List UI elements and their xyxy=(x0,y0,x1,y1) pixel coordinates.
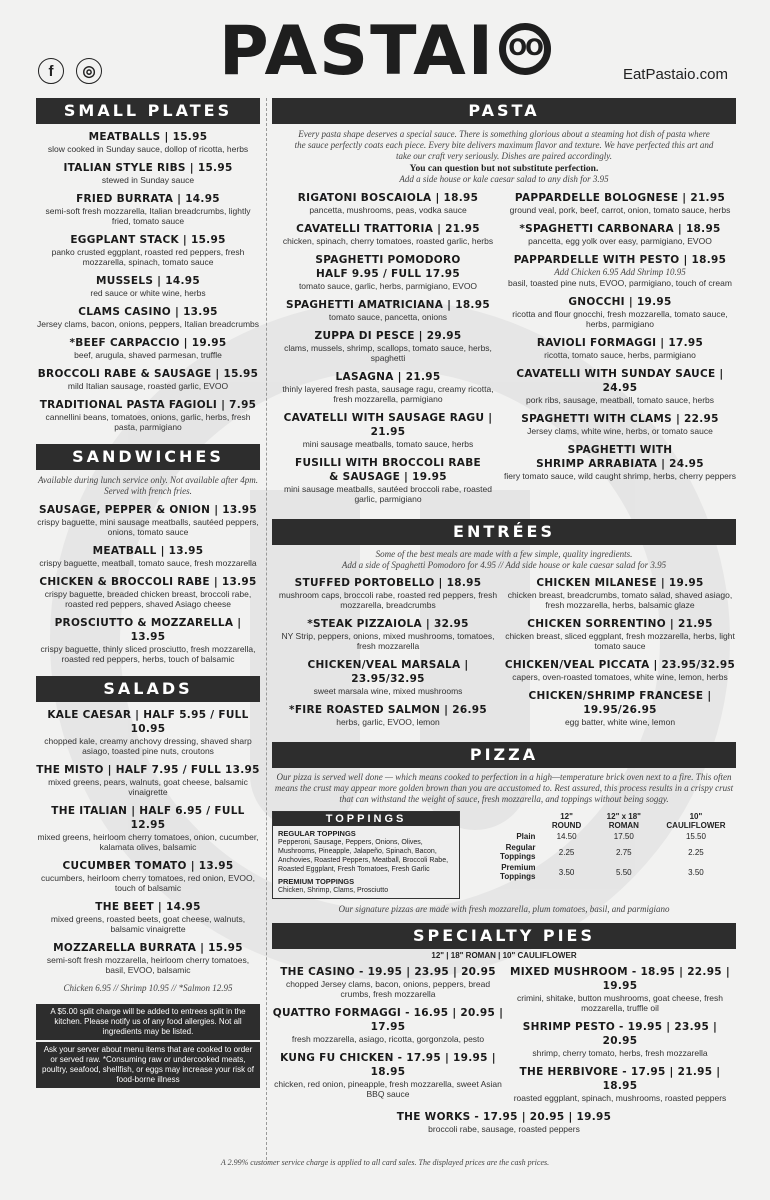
item-name: KALE CAESAR | HALF 5.95 / FULL 10.95 xyxy=(47,709,249,735)
regular-toppings-list: Pepperoni, Sausage, Peppers, Onions, Olives, Mushrooms, Pineapple, Jalapeño, Spinach, Bacon, Anchovies, Roasted Peppers, Meatball, Broccoli Rabe, Roasted Eggplant, Fresh Tomatoes, Fresh Garlic xyxy=(278,839,449,873)
menu-item xyxy=(36,161,260,185)
item-name-line2: HALF 9.95 / FULL 17.95 xyxy=(315,268,461,280)
menu-item xyxy=(272,1051,504,1099)
item-description: shrimp, cherry tomato, herbs, fresh mozzarella xyxy=(532,1048,708,1058)
item-name: CHICKEN/VEAL PICCATA | 23.95/32.95 xyxy=(504,659,736,671)
item-description: pancetta, egg yolk over easy, parmigiano, EVOO xyxy=(528,236,712,246)
menu-item xyxy=(272,703,504,727)
raw-food-notice: Ask your server about menu items that are cooked to order or served raw. *Consuming raw or undercooked meats, poultry, seafood, shellfish, or eggs may increase your risk of food-borne illness xyxy=(36,1042,260,1088)
item-description: mild Italian sausage, roasted garlic, EVOO xyxy=(67,381,229,391)
menu-item xyxy=(272,965,504,999)
item-description: fiery tomato sauce, wild caught shrimp, herbs, cherry peppers xyxy=(504,471,736,481)
item-description: beef, arugula, shaved parmesan, truffle xyxy=(74,350,222,360)
pizza-price-cell: 15.50 xyxy=(685,832,706,841)
menu-item xyxy=(504,295,736,329)
item-description: ricotta, tomato sauce, herbs, parmigiano xyxy=(544,350,696,360)
item-name: *SPAGHETTI CARBONARA | 18.95 xyxy=(519,223,721,235)
item-name: SPAGHETTI WITH xyxy=(567,444,673,456)
instagram-icon[interactable]: ◎ xyxy=(76,58,102,84)
item-name: CUCUMBER TOMATO | 13.95 xyxy=(62,860,234,872)
item-description: chicken breast, breadcrumbs, tomato salad, shaved asiago, fresh mozzarella, herbs, balsamic glaze xyxy=(507,590,733,610)
pizza-header: PIZZA xyxy=(272,742,736,768)
item-description: panko crusted eggplant, roasted red peppers, fresh mozzarella, spinach, tomato sauce xyxy=(51,247,245,267)
logo-circle: OO xyxy=(499,23,551,75)
item-name-line2: & SAUSAGE | 19.95 xyxy=(329,471,447,483)
pizza-row-label: Regular Toppings xyxy=(500,843,536,861)
pizza-price-cell: 2.25 xyxy=(558,847,575,857)
menu-item xyxy=(504,658,736,682)
item-name: PAPPARDELLE WITH PESTO | 18.95 xyxy=(513,254,727,266)
column-divider xyxy=(266,98,267,1160)
item-name: THE BEET | 14.95 xyxy=(95,901,201,913)
menu-item xyxy=(36,398,260,432)
item-description: semi-soft fresh mozzarella, heirloom cherry tomatoes, basil, EVOO, balsamic xyxy=(46,955,250,975)
item-description: mixed greens, heirloom cherry tomatoes, onion, cucumber, kalamata olives, balsamic xyxy=(37,832,259,852)
menu-item xyxy=(36,367,260,391)
item-name: CHICKEN SORRENTINO | 21.95 xyxy=(527,618,713,630)
left-column xyxy=(36,98,260,1088)
item-name-line2: SHRIMP ARRABIATA | 24.95 xyxy=(536,458,704,470)
pizza-size-header: 10" CAULIFLOWER xyxy=(666,812,726,830)
menu-item xyxy=(272,222,504,246)
menu-item xyxy=(272,1110,736,1134)
item-description: tomato sauce, garlic, herbs, parmigiano, EVOO xyxy=(298,281,478,291)
item-description: tomato sauce, pancetta, onions xyxy=(328,312,448,322)
item-description: ground veal, pork, beef, carrot, onion, tomato sauce, herbs xyxy=(509,205,731,215)
item-name: SPAGHETTI AMATRICIANA | 18.95 xyxy=(286,299,490,311)
item-description: chicken breast, sliced eggplant, fresh mozzarella, herbs, light tomato sauce xyxy=(505,631,735,651)
specialty-right-list xyxy=(504,965,736,1110)
menu-item xyxy=(36,233,260,267)
toppings-title: TOPPINGS xyxy=(273,812,459,826)
specialty-sizes: 12" | 18" ROMAN | 10" CAULIFLOWER xyxy=(431,951,577,960)
item-description: egg batter, white wine, lemon xyxy=(564,717,676,727)
item-name: CHICKEN/VEAL MARSALA | 23.95/32.95 xyxy=(307,659,469,685)
item-name: THE CASINO - 19.95 | 23.95 | 20.95 xyxy=(280,966,496,978)
item-name: CLAMS CASINO | 13.95 xyxy=(78,306,218,318)
item-name: BROCCOLI RABE & SAUSAGE | 15.95 xyxy=(37,368,259,380)
menu-item xyxy=(36,544,260,568)
service-charge-footer: A 2.99% customer service charge is applied to all card sales. The displayed prices are the cash prices. xyxy=(220,1158,550,1167)
entrees-right-list xyxy=(504,576,736,734)
menu-item xyxy=(504,1065,736,1103)
item-name: ZUPPA DI PESCE | 29.95 xyxy=(314,330,462,342)
item-description: pork ribs, sausage, meatball, tomato sauce, herbs xyxy=(525,395,715,405)
item-name: CAVATELLI WITH SAUSAGE RAGU | 21.95 xyxy=(283,412,493,438)
item-name: QUATTRO FORMAGGI - 16.95 | 20.95 | 17.95 xyxy=(272,1007,504,1033)
toppings-box xyxy=(272,811,460,899)
premium-toppings-list: Chicken, Shrimp, Clams, Prosciutto xyxy=(278,887,389,894)
item-name: *FIRE ROASTED SALMON | 26.95 xyxy=(289,704,487,716)
menu-item xyxy=(272,456,504,504)
menu-item xyxy=(504,253,736,288)
item-name: THE WORKS - 17.95 | 20.95 | 19.95 xyxy=(396,1111,612,1123)
item-description: herbs, garlic, EVOO, lemon xyxy=(336,717,440,727)
item-description: chopped kale, creamy anchovy dressing, shaved sharp asiago, toasted pine nuts, croutons xyxy=(44,736,252,756)
menu-item xyxy=(36,274,260,298)
pizza-size-header: 12" ROUND xyxy=(551,812,582,830)
menu-item xyxy=(272,253,504,291)
pasta-bold-note: You can question but not substitute perfection. xyxy=(409,164,599,174)
entrees-intro: Some of the best meals are made with a few simple, quality ingredients. xyxy=(375,549,633,559)
item-description: crimini, shitake, button mushrooms, goat cheese, fresh mozzarella, truffle oil xyxy=(517,993,723,1013)
item-name: GNOCCHI | 19.95 xyxy=(568,296,672,308)
item-description: basil, toasted pine nuts, EVOO, parmigiano, touch of cream xyxy=(508,278,732,288)
menu-item xyxy=(36,336,260,360)
salads-list xyxy=(36,708,260,975)
menu-item xyxy=(504,576,736,610)
item-description: NY Strip, peppers, onions, mixed mushrooms, tomatoes, fresh mozzarella xyxy=(281,631,495,651)
premium-toppings-label: PREMIUM TOPPINGS xyxy=(278,877,355,886)
menu-item xyxy=(504,689,736,727)
item-name: MIXED MUSHROOM - 18.95 | 22.95 | 19.95 xyxy=(509,966,731,992)
pasta-grid xyxy=(272,191,736,511)
item-description: capers, oven-roasted tomatoes, white wine, lemon, herbs xyxy=(512,672,728,682)
pizza-price-row xyxy=(472,831,736,842)
menu-item xyxy=(36,192,260,226)
sandwiches-header: SANDWICHES xyxy=(36,444,260,470)
item-description: crispy baguette, breaded chicken breast, broccoli rabe, roasted red peppers, shaved Asiago cheese xyxy=(44,589,252,609)
item-description: ricotta and flour gnocchi, fresh mozzarella, tomato sauce, herbs, parmigiano xyxy=(512,309,728,329)
split-charge-notice: A $5.00 split charge will be added to entrees split in the kitchen. Please notify us of any food allergies. Not all ingredients may be listed. xyxy=(36,1004,260,1040)
small-plates-list xyxy=(36,130,260,432)
item-name: FUSILLI WITH BROCCOLI RABE xyxy=(295,457,481,469)
entrees-grid xyxy=(272,576,736,734)
item-description: red sauce or white wine, herbs xyxy=(90,288,206,298)
item-name: SHRIMP PESTO - 19.95 | 23.95 | 20.95 xyxy=(522,1021,718,1047)
item-name: CAVATELLI TRATTORIA | 21.95 xyxy=(296,223,480,235)
item-description: mini sausage meatballs, sautéed broccoli rabe, roasted garlic, parmigiano xyxy=(284,484,492,504)
menu-item xyxy=(36,859,260,893)
pizza-price-cell: 5.50 xyxy=(616,867,632,877)
website-link[interactable]: EatPastaio.com xyxy=(622,66,728,83)
sandwiches-list xyxy=(36,503,260,664)
item-name: RIGATONI BOSCAIOLA | 18.95 xyxy=(297,192,479,204)
menu-item xyxy=(272,658,504,696)
item-name: PROSCIUTTO & MOZZARELLA | 13.95 xyxy=(54,617,242,643)
item-name: SAUSAGE, PEPPER & ONION | 13.95 xyxy=(39,504,257,516)
pizza-price-cell: 2.75 xyxy=(616,847,632,857)
item-name: TRADITIONAL PASTA FAGIOLI | 7.95 xyxy=(39,399,257,411)
item-description: slow cooked in Sunday sauce, dollop of ricotta, herbs xyxy=(47,144,249,154)
pizza-size-header: 12" x 18" ROMAN xyxy=(606,812,641,830)
menu-item xyxy=(36,305,260,329)
pizza-price-cell: 17.50 xyxy=(613,832,634,841)
item-description: thinly layered fresh pasta, sausage ragu, creamy ricotta, fresh mozzarella, parmigiano xyxy=(282,384,494,404)
item-name: THE ITALIAN | HALF 6.95 / FULL 12.95 xyxy=(51,805,245,831)
item-description: semi-soft fresh mozzarella, Italian breadcrumbs, lightly fried, tomato sauce xyxy=(45,206,251,226)
item-name: SPAGHETTI WITH CLAMS | 22.95 xyxy=(521,413,719,425)
menu-item xyxy=(272,370,504,404)
item-name: CHICKEN MILANESE | 19.95 xyxy=(536,577,704,589)
facebook-icon[interactable]: f xyxy=(38,58,64,84)
menu-item xyxy=(36,616,260,664)
menu-item xyxy=(36,708,260,756)
menu-item xyxy=(36,804,260,852)
menu-item xyxy=(272,411,504,449)
specialty-pies-header: SPECIALTY PIES xyxy=(272,923,736,949)
pizza-row-label: Plain xyxy=(516,832,536,841)
item-description: mixed greens, roasted beets, goat cheese, walnuts, balsamic vinaigrette xyxy=(50,914,246,934)
menu-item xyxy=(504,336,736,360)
item-name: ITALIAN STYLE RIBS | 15.95 xyxy=(63,162,233,174)
pizza-price-row xyxy=(472,862,736,882)
menu-item xyxy=(36,575,260,609)
item-name: CHICKEN/SHRIMP FRANCESE | 19.95/26.95 xyxy=(528,690,712,716)
item-name: PAPPARDELLE BOLOGNESE | 21.95 xyxy=(514,192,726,204)
item-description: broccoli rabe, sausage, roasted peppers xyxy=(428,1124,580,1134)
item-name: EGGPLANT STACK | 15.95 xyxy=(70,234,226,246)
menu-item xyxy=(504,222,736,246)
entrees-side-note: Add a side of Spaghetti Pomodoro for 4.95 // Add side house or kale caesar salad for 3.95 xyxy=(341,560,667,570)
specialty-left-list xyxy=(272,965,504,1110)
item-name: THE HERBIVORE - 17.95 | 21.95 | 18.95 xyxy=(519,1066,721,1092)
item-description: crispy baguette, thinly sliced prosciutto, fresh mozzarella, roasted red peppers, herbs, touch of balsamic xyxy=(40,644,256,664)
entrees-left-list xyxy=(272,576,504,734)
menu-item xyxy=(272,1006,504,1044)
pizza-price-table xyxy=(472,811,736,882)
pizza-intro: Our pizza is served well done — which means cooked to perfection in a high—temperature brick oven next to a fire. This often means the crust may appear more golden brown than you are accustomed to. Rest assured, this process results in a crispy crust that can withstand the weight of sauce, fresh mozzarella, and toppings without being soggy. xyxy=(274,772,734,804)
item-description: chicken, spinach, cherry tomatoes, roasted garlic, herbs xyxy=(282,236,494,246)
pizza-price-cell: 14.50 xyxy=(556,832,577,841)
logo-text: PASTAI xyxy=(218,12,496,91)
pasta-left-list xyxy=(272,191,504,511)
menu-item xyxy=(272,329,504,363)
regular-toppings-label: REGULAR TOPPINGS xyxy=(278,829,356,838)
pizza-price-cell: 2.25 xyxy=(688,847,704,857)
menu-item xyxy=(504,443,736,481)
item-name: MEATBALLS | 15.95 xyxy=(88,131,208,143)
menu-item xyxy=(272,191,504,215)
item-description: cucumbers, heirloom cherry tomatoes, red onion, EVOO, touch of balsamic xyxy=(40,873,255,893)
menu-item xyxy=(36,900,260,934)
pizza-footnote: Our signature pizzas are made with fresh mozzarella, plum tomatoes, basil, and parmigiano xyxy=(338,904,670,914)
item-description: roasted eggplant, spinach, mushrooms, roasted peppers xyxy=(513,1093,727,1103)
salad-addons: Chicken 6.95 // Shrimp 10.95 // *Salmon 12.95 xyxy=(63,983,233,993)
item-description: fresh mozzarella, asiago, ricotta, gorgonzola, pesto xyxy=(291,1034,485,1044)
specialty-grid xyxy=(272,965,736,1110)
menu-item xyxy=(504,412,736,436)
pizza-pricing xyxy=(272,811,736,899)
pizza-price-row xyxy=(472,842,736,862)
item-name: *BEEF CARPACCIO | 19.95 xyxy=(69,337,227,349)
pasta-header: PASTA xyxy=(272,98,736,124)
menu-item xyxy=(504,191,736,215)
menu-item xyxy=(36,763,260,797)
item-description: sweet marsala wine, mixed mushrooms xyxy=(313,686,463,696)
item-name: MEATBALL | 13.95 xyxy=(92,545,204,557)
item-name: FRIED BURRATA | 14.95 xyxy=(76,193,220,205)
item-description: mushroom caps, broccoli rabe, roasted red peppers, fresh mozzarella, breadcrumbs xyxy=(278,590,498,610)
menu-item xyxy=(504,367,736,405)
menu-item xyxy=(36,941,260,975)
pizza-row-label: Premium Toppings xyxy=(500,863,536,881)
entrees-header: ENTRÉES xyxy=(272,519,736,545)
pasta-intro: Every pasta shape deserves a special sauce. There is something glorious about a steaming hot dish of pasta where the sauce perfectly coats each piece. Every bite delivers maximum flavor and texture. We have perfected this art and take our craft very seriously. Dishes are paired accordingly. xyxy=(294,129,714,161)
small-plates-header: SMALL PLATES xyxy=(36,98,260,124)
item-name: MOZZARELLA BURRATA | 15.95 xyxy=(53,942,243,954)
item-description: crispy baguette, meatball, tomato sauce, fresh mozzarella xyxy=(39,558,257,568)
pizza-price-cell: 3.50 xyxy=(688,867,704,877)
menu-item xyxy=(36,130,260,154)
menu-item xyxy=(504,617,736,651)
item-description: Jersey clams, bacon, onions, peppers, Italian breadcrumbs xyxy=(36,319,260,329)
pizza-price-cell: 3.50 xyxy=(558,867,575,877)
item-name: SPAGHETTI POMODORO xyxy=(315,254,461,266)
pasta-side-note: Add a side house or kale caesar salad to any dish for 3.95 xyxy=(399,174,609,184)
item-description: Jersey clams, white wine, herbs, or tomato sauce xyxy=(527,426,713,436)
item-name: STUFFED PORTOBELLO | 18.95 xyxy=(294,577,482,589)
menu-item xyxy=(272,576,504,610)
item-name: *STEAK PIZZAIOLA | 32.95 xyxy=(307,618,469,630)
menu-item xyxy=(272,298,504,322)
item-description: stewed in Sunday sauce xyxy=(101,175,195,185)
item-addon: Add Chicken 6.95 Add Shrimp 10.95 xyxy=(554,267,686,277)
item-description: clams, mussels, shrimp, scallops, tomato sauce, herbs, spaghetti xyxy=(284,343,492,363)
item-name: MUSSELS | 14.95 xyxy=(96,275,200,287)
item-description: pancetta, mushrooms, peas, vodka sauce xyxy=(309,205,467,215)
item-name: RAVIOLI FORMAGGI | 17.95 xyxy=(536,337,704,349)
item-name: THE MISTO | HALF 7.95 / FULL 13.95 xyxy=(36,764,260,776)
item-description: chopped Jersey clams, bacon, onions, peppers, bread crumbs, fresh mozzarella xyxy=(285,979,491,999)
item-description: cannellini beans, tomatoes, onions, garlic, herbs, fresh pasta, parmigiano xyxy=(45,412,251,432)
right-column xyxy=(272,98,736,1141)
menu-item xyxy=(272,617,504,651)
sandwiches-note: Available during lunch service only. Not available after 4pm. Served with french fries. xyxy=(38,475,258,496)
item-description: mini sausage meatballs, tomato sauce, herbs xyxy=(302,439,474,449)
item-name: LASAGNA | 21.95 xyxy=(335,371,441,383)
item-description: crispy baguette, mini sausage meatballs, sautéed peppers, onions, tomato sauce xyxy=(37,517,259,537)
item-name: KUNG FU CHICKEN - 17.95 | 19.95 | 18.95 xyxy=(280,1052,496,1078)
salads-header: SALADS xyxy=(36,676,260,702)
pasta-right-list xyxy=(504,191,736,511)
menu-item xyxy=(504,965,736,1013)
item-description: chicken, red onion, pineapple, fresh mozzarella, sweet Asian BBQ sauce xyxy=(274,1079,502,1099)
item-description: mixed greens, pears, walnuts, goat cheese, balsamic vinaigrette xyxy=(48,777,248,797)
menu-item xyxy=(504,1020,736,1058)
item-name: CHICKEN & BROCCOLI RABE | 13.95 xyxy=(39,576,257,588)
menu-item xyxy=(36,503,260,537)
item-name: CAVATELLI WITH SUNDAY SAUCE | 24.95 xyxy=(516,368,724,394)
